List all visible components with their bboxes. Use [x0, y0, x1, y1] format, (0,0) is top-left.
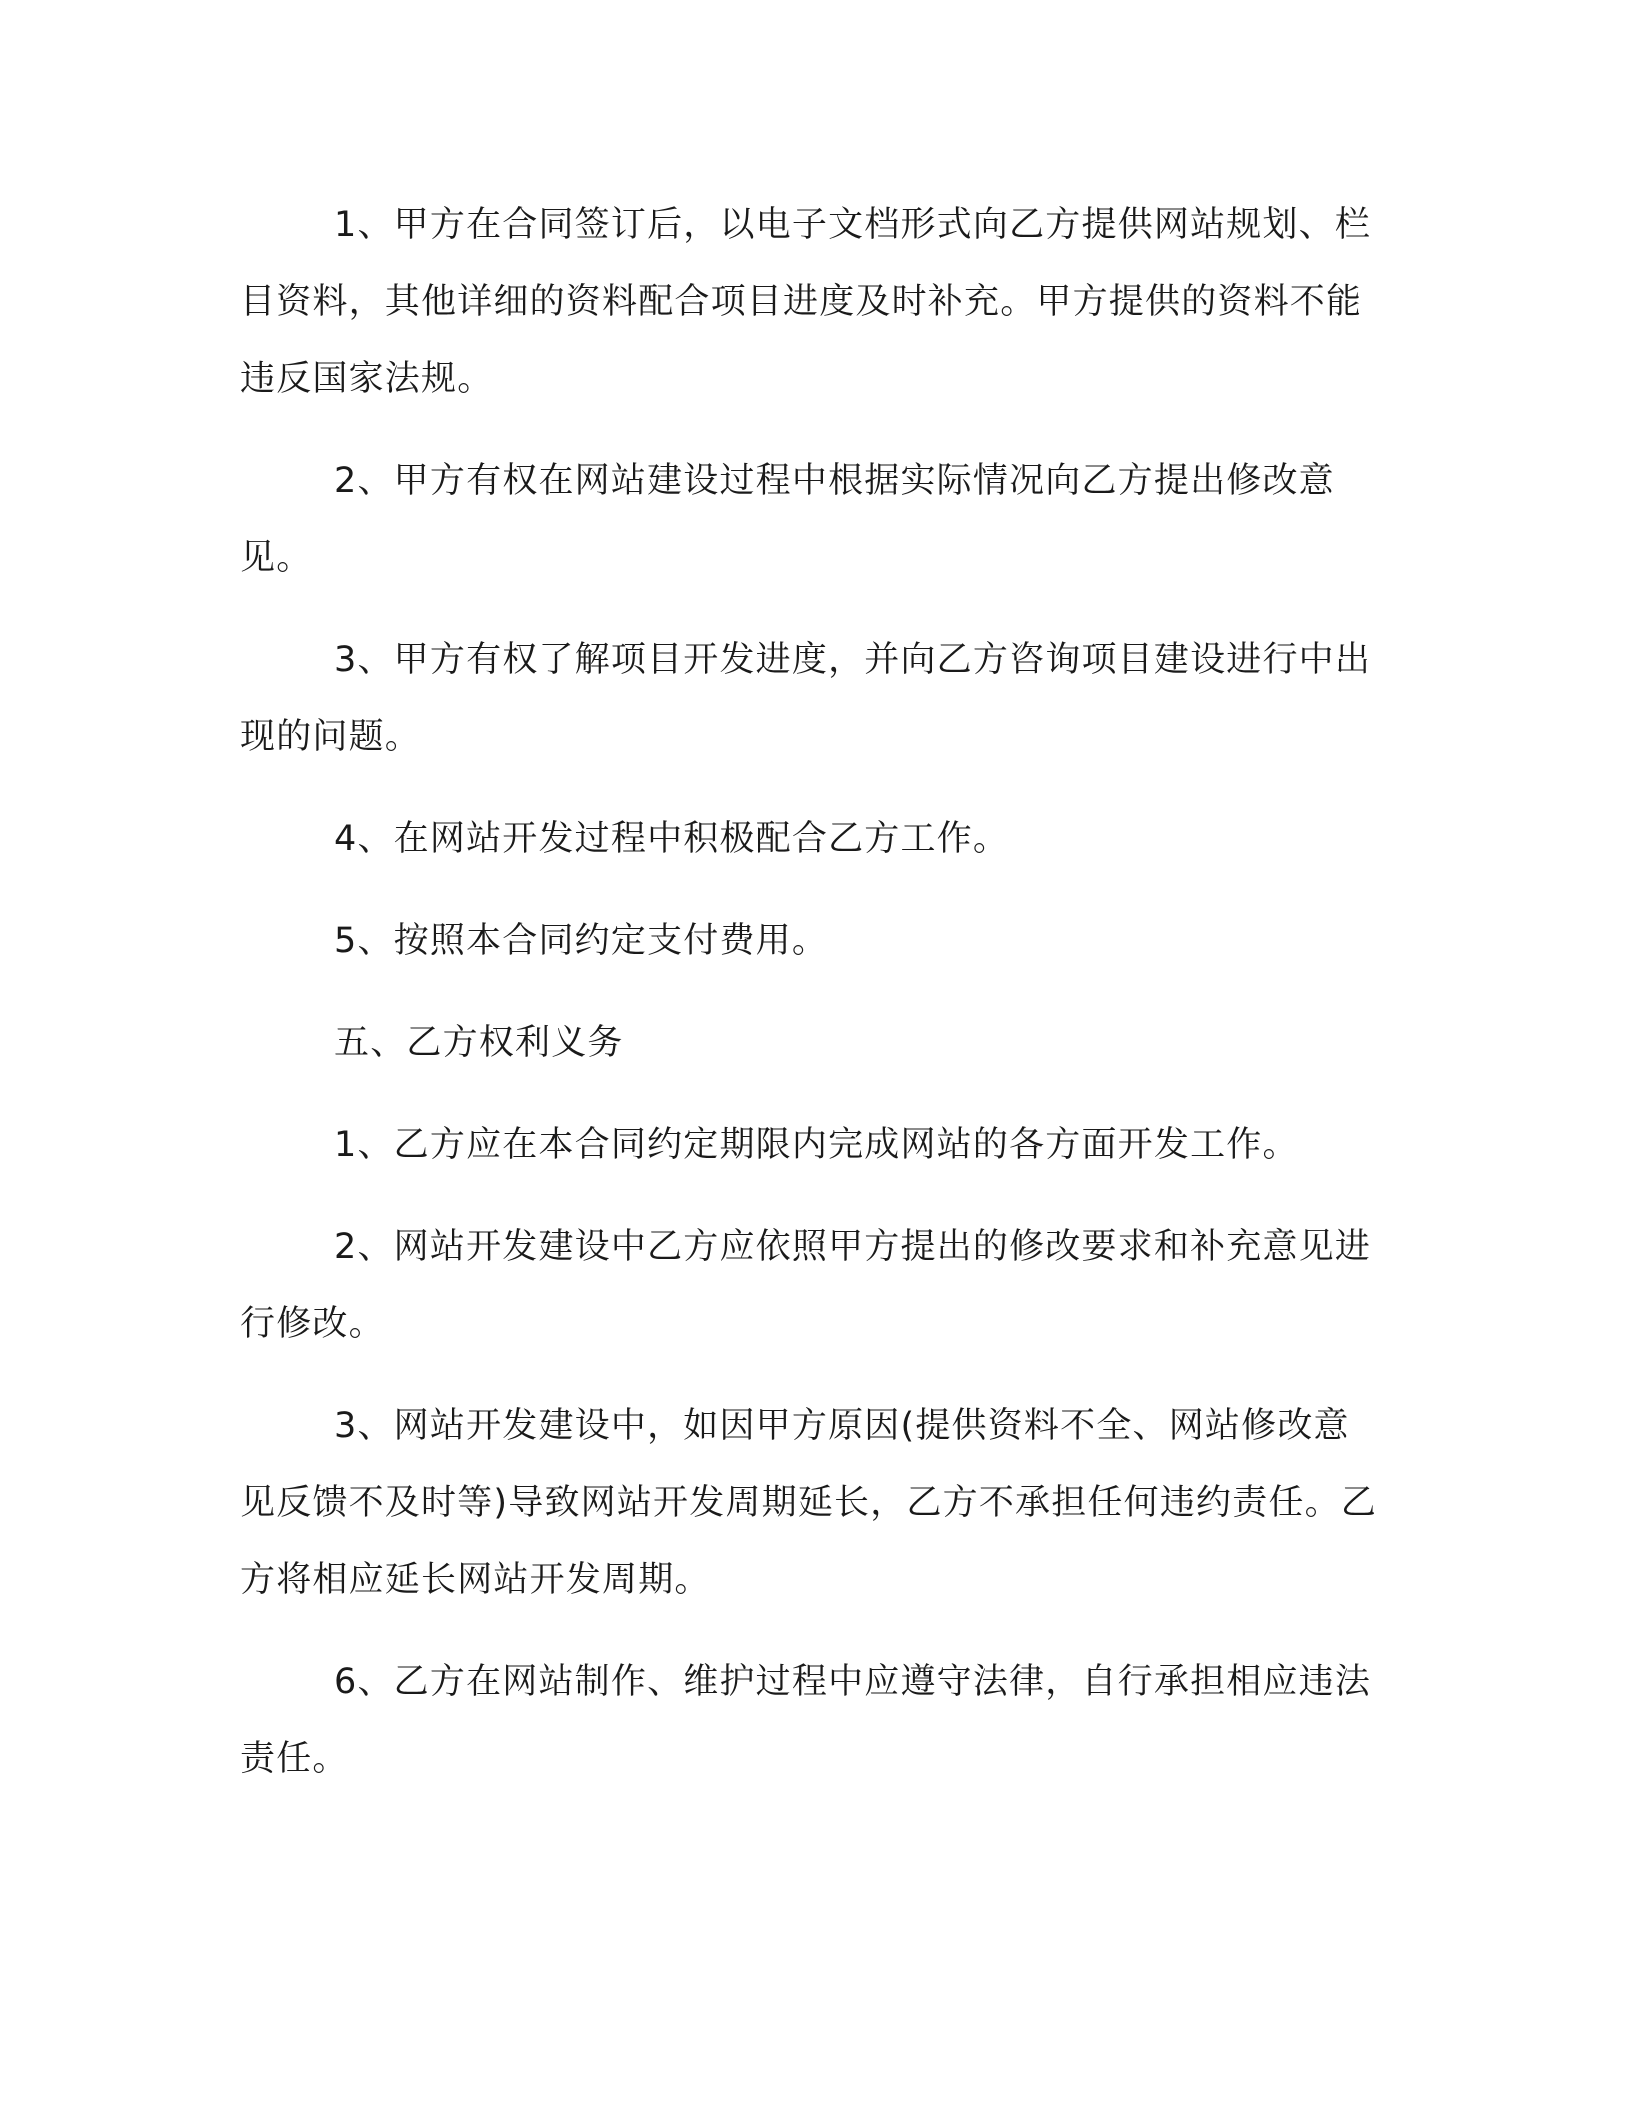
party-b-clause-3: 3、网站开发建设中，如因甲方原因(提供资料不全、网站修改意见反馈不及时等)导致网站开发周期延长，乙方不承担任何违约责任。乙方将相应延长网站开发周期。 [240, 1406, 1378, 1600]
party-a-clause-4: 4、在网站开发过程中积极配合乙方工作。 [334, 819, 1010, 859]
party-b-clause-6: 6、乙方在网站制作、维护过程中应遵守法律，自行承担相应违法责任。 [240, 1662, 1372, 1779]
party-a-clause-2: 2、甲方有权在网站建设过程中根据实际情况向乙方提出修改意见。 [240, 461, 1335, 578]
party-a-clause-1: 1、甲方在合同签订后，以电子文档形式向乙方提供网站规划、栏目资料，其他详细的资料配合项目进度及时补充。甲方提供的资料不能违反国家法规。 [240, 205, 1372, 399]
section-heading-party-b: 五、乙方权利义务 [334, 1023, 624, 1063]
party-a-clause-5: 5、按照本合同约定支付费用。 [334, 921, 829, 961]
party-b-clause-2: 2、网站开发建设中乙方应依照甲方提出的修改要求和补充意见进行修改。 [240, 1227, 1372, 1344]
party-b-clause-1: 1、乙方应在本合同约定期限内完成网站的各方面开发工作。 [334, 1125, 1299, 1165]
party-a-clause-3: 3、甲方有权了解项目开发进度，并向乙方咨询项目建设进行中出现的问题。 [240, 640, 1372, 757]
